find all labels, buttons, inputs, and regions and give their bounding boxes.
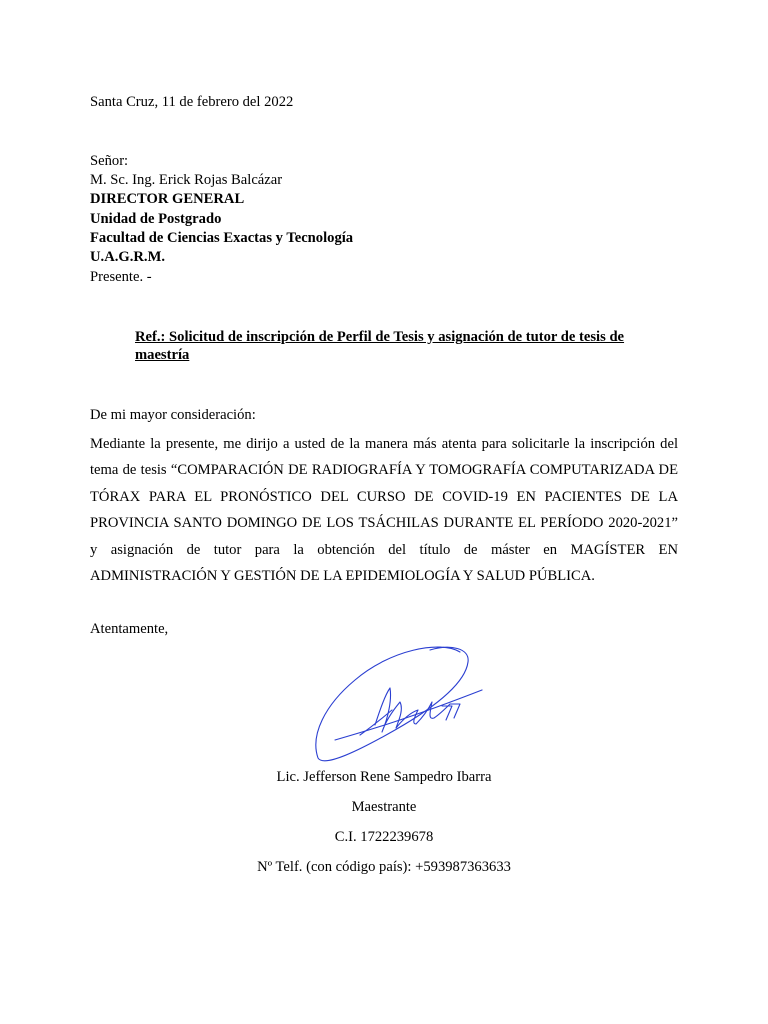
signer-phone: Nº Telf. (con código país): +593987363633: [257, 859, 511, 875]
body-paragraph: Mediante la presente, me dirijo a usted de la manera más atenta para solicitarle la inscripción del tema de tesis “COMPARACIÓN DE RADIOGRAFÍA Y TOMOGRAFÍA COMPUTARIZADA DE TÓRAX PARA EL PRONÓSTICO DEL CURSO DE COVID-19 EN PACIENTES DE LA PROVINCIA SANTO DOMINGO DE LOS TSÁCHILAS DURANTE EL PERÍODO 2020-2021” y asignación de tutor para la obtención del título de máster en MAGÍSTER EN ADMINISTRACIÓN Y GESTIÓN DE LA EPIDEMIOLOGÍA Y SALUD PÚBLICA.: [90, 436, 678, 585]
signer-ci: C.I. 1722239678: [334, 829, 434, 845]
signature-image: [300, 640, 500, 770]
recipient-unit: Unidad de Postgrado: [90, 211, 222, 227]
recipient-institution: U.A.G.R.M.: [90, 249, 165, 265]
recipient-faculty: Facultad de Ciencias Exactas y Tecnología: [90, 230, 354, 246]
closing: Atentamente,: [90, 621, 169, 637]
signer-name: Lic. Jefferson Rene Sampedro Ibarra: [276, 769, 492, 785]
recipient-salutation: Señor:: [90, 153, 129, 169]
recipient-title: DIRECTOR GENERAL: [90, 191, 245, 207]
recipient-presente: Presente. -: [90, 269, 152, 285]
recipient-name: M. Sc. Ing. Erick Rojas Balcázar: [90, 172, 283, 188]
date-line: Santa Cruz, 11 de febrero del 2022: [90, 94, 294, 110]
greeting: De mi mayor consideración:: [90, 407, 256, 423]
reference-line: Ref.: Solicitud de inscripción de Perfil de Tesis y asignación de tutor de tesis de maestría: [135, 329, 625, 363]
signer-role: Maestrante: [351, 799, 417, 815]
